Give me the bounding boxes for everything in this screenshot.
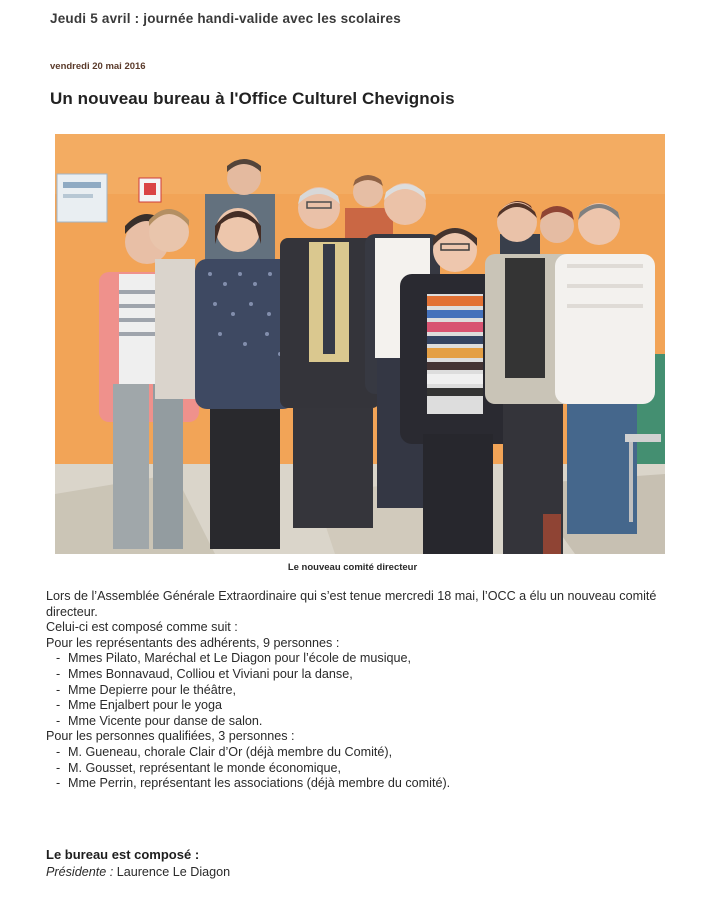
- article-body: [46, 589, 676, 792]
- group-photo-illustration: [55, 134, 665, 554]
- article-title[interactable]: Un nouveau bureau à l'Office Culturel Chevignois: [50, 89, 455, 108]
- bureau-heading: Le bureau est composé :: [46, 847, 200, 862]
- composition-intro: Celui-ci est composé comme suit :: [46, 620, 238, 635]
- president-role: Présidente :: [46, 865, 114, 879]
- intro-paragraph: Lors de l’Assemblée Générale Extraordinaire qui s’est tenue mercredi 18 mai, l’OCC a élu un nouveau comité directeur.: [46, 589, 657, 619]
- photo-caption: Le nouveau comité directeur: [287, 562, 418, 573]
- post-date: vendredi 20 mai 2016: [50, 61, 146, 72]
- group-photo: [55, 134, 665, 554]
- list-item: - M. Gueneau, chorale Clair d’Or (déjà membre du Comité),: [46, 745, 676, 761]
- list-item: - M. Gousset, représentant le monde économique,: [46, 761, 676, 777]
- adherents-list: [46, 651, 676, 729]
- qualifiees-list: [46, 745, 676, 792]
- list-item: - Mme Perrin, représentant les associations (déjà membre du comité).: [46, 776, 676, 792]
- list-item: - Mmes Pilato, Maréchal et Le Diagon pour l’école de musique,: [46, 651, 676, 667]
- list-item: - Mme Enjalbert pour le yoga: [46, 698, 676, 714]
- list-item: - Mme Vicente pour danse de salon.: [46, 714, 676, 730]
- list-item: - Mme Depierre pour le théâtre,: [46, 683, 676, 699]
- list-item: - Mmes Bonnavaud, Colliou et Viviani pour la danse,: [46, 667, 676, 683]
- qualifiees-heading: Pour les personnes qualifiées, 3 personnes :: [46, 729, 295, 744]
- president-name: Laurence Le Diagon: [116, 865, 231, 879]
- president-line: [46, 865, 230, 879]
- previous-post-link[interactable]: Jeudi 5 avril : journée handi-valide avec les scolaires: [50, 11, 401, 26]
- adherents-heading: Pour les représentants des adhérents, 9 personnes :: [46, 635, 340, 650]
